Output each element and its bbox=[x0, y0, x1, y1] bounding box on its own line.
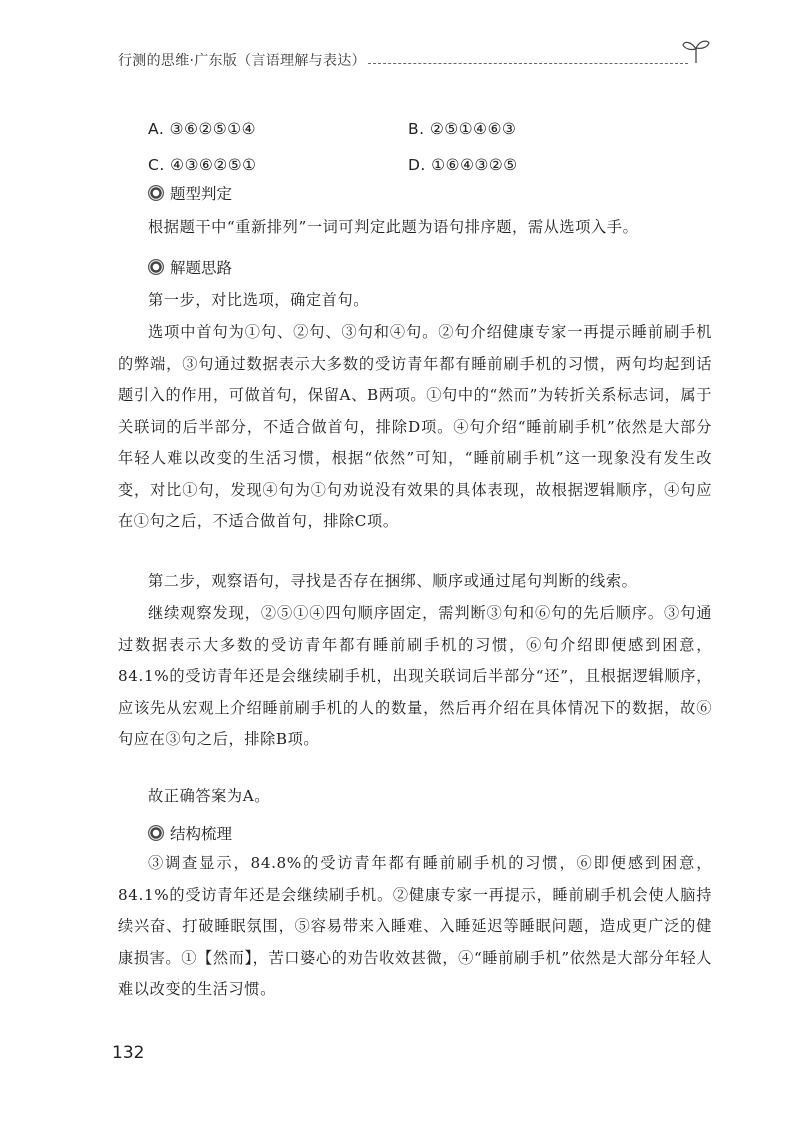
option-a: A. ③⑥②⑤①④ bbox=[148, 120, 257, 138]
option-d: D. ①⑥④③②⑤ bbox=[408, 156, 518, 174]
options-row-1 bbox=[148, 116, 668, 152]
section-analysis-heading bbox=[148, 256, 232, 278]
section-type-title: 题型判定 bbox=[170, 185, 233, 203]
step1-paragraph: 第一步，对比选项，确定首句。 bbox=[148, 291, 370, 309]
page-number: 132 bbox=[112, 1043, 145, 1063]
answer-options bbox=[148, 116, 668, 188]
running-header bbox=[118, 42, 718, 72]
option-b: B. ②⑤①④⑥③ bbox=[408, 120, 517, 138]
section-analysis-title: 解题思路 bbox=[170, 259, 233, 277]
structure-paragraph: ③调查显示，84.8%的受访青年都有睡前刷手机的习惯，⑥即便感到困意，84.1%的受访青年还是会继续刷手机。②健康专家一再提示，睡前刷手机会使人脑持续兴奋、打破睡眠氛围，⑤容易带来入睡难、入睡延迟等睡眠问题，造成更广泛的健康损害。①【然而】，苦口婆心的劝告收效甚微，④“睡前刷手机”依然是大部分年轻人难以改变的生活习惯。 bbox=[118, 854, 712, 998]
type-paragraph: 根据题干中“重新排列”一词可判定此题为语句排序题，需从选项入手。 bbox=[148, 218, 639, 236]
section-badge-icon bbox=[148, 185, 164, 201]
sprout-icon bbox=[681, 38, 711, 64]
section-structure-title: 结构梳理 bbox=[170, 825, 233, 843]
header-title: 行测的思维·广东版（言语理解与表达） bbox=[118, 53, 366, 69]
section-badge-icon bbox=[148, 259, 164, 275]
step1-detail-paragraph: 选项中首句为①句、②句、③句和④句。②句介绍健康专家一再提示睡前刷手机的弊端，③句通过数据表示大多数的受访青年都有睡前刷手机的习惯，两句均起到话题引入的作用，可做首句，保留A、B两项。①句中的“然而”为转折关系标志词，属于关联词的后半部分，不适合做首句，排除D项。④句介绍“睡前刷手机”依然是大部分年轻人难以改变的生活习惯，根据“依然”可知，“睡前刷手机”这一现象没有发生改变，对比①句，发现④句为①句劝说没有效果的具体表现，故根据逻辑顺序，④句应在①句之后，不适合做首句，排除C项。 bbox=[118, 323, 712, 530]
option-c: C. ④③⑥②⑤① bbox=[148, 156, 257, 174]
header-divider bbox=[368, 63, 688, 64]
step2-detail-paragraph: 继续观察发现，②⑤①④四句顺序固定，需判断③句和⑥句的先后顺序。③句通过数据表示大多数的受访青年都有睡前刷手机的习惯，⑥句介绍即便感到困意，84.1%的受访青年还是会继续刷手机，出现关联词后半部分“还”，且根据逻辑顺序，应该先从宏观上介绍睡前刷手机的人的数量，然后再介绍在具体情况下的数据，故⑥句应在③句之后，排除B项。 bbox=[118, 604, 712, 748]
section-type-heading bbox=[148, 182, 232, 204]
section-badge-icon bbox=[148, 825, 164, 841]
step2-paragraph: 第二步，观察语句，寻找是否存在捆绑、顺序或通过尾句判断的线索。 bbox=[148, 572, 638, 590]
answer-paragraph: 故正确答案为A。 bbox=[148, 787, 271, 805]
section-structure-heading bbox=[148, 822, 232, 844]
